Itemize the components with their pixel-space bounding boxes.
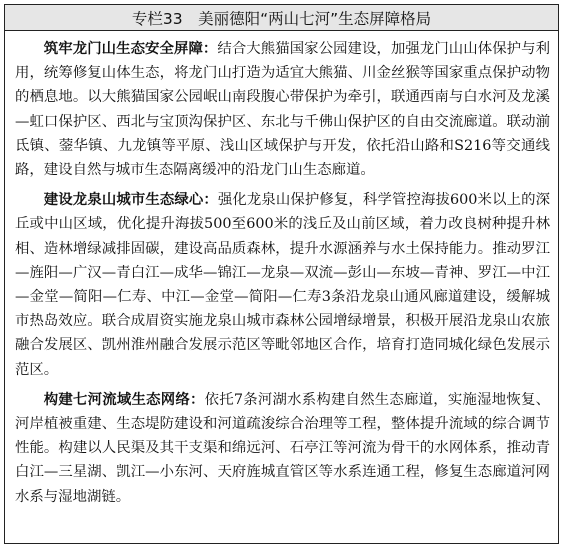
paragraph-body: 结合大熊猫国家公园建设，加强龙门山山体保护与利用，统筹修复山体生态，将龙门山打造为适宜大熊猫、川金丝猴等国家重点保护动物的栖息地。以大熊猫国家公园岷山南段腹心带保护为牵引，联通西南与白水河及龙溪—虹口保护区、西北与宝顶沟保护区、东北与千佛山保护区的自由交流廊道。联动湔氐镇、蓥华镇、九龙镇等平原、浅山区域保护与开发，依托沿山路和S216等交通线路，建设自然与城市生态隔离缓冲的沿龙门山生态廊道。 bbox=[15, 41, 550, 179]
column-box bbox=[4, 4, 559, 544]
paragraph-longmen-mountain bbox=[15, 37, 550, 182]
paragraph-lead: 建设龙泉山城市生态绿心： bbox=[43, 191, 218, 209]
paragraph-body: 强化龙泉山保护修复，科学管控海拔600米以上的深丘或中山区域，优化提升海拔500至600米的浅丘及山前区域，着力改良树种提升林相、造林增绿减排固碳，建设高品质森林，提升水源涵养与水土保持能力。推动罗江—旌阳—广汉—青白江—成华—锦江—龙泉—双流—彭山—东坡—青神、罗江—中江—金堂—简阳—仁寿、中江—金堂—简阳—仁寿3条沿龙泉山通风廊道建设，缓解城市热岛效应。联合成眉资实施龙泉山城市森林公园增绿增景，积极开展沿龙泉山农旅融合发展区、凯州淮州融合发展示范区等毗邻地区合作，培育打造同城化绿色发展示范区。 bbox=[15, 192, 550, 378]
paragraph-longquan-mountain bbox=[15, 188, 550, 382]
paragraph-body: 依托7条河湖水系构建自然生态廊道，实施湿地恢复、河岸植被重建、生态堤防建设和河道疏浚综合治理等工程，整体提升流域的综合调节性能。构建以人民渠及其干支渠和绵远河、石亭江等河流为骨干的水网体系，推动青白江—三星湖、凯江—小东河、天府旌城直管区等水系连通工程，修复生态廊道河网水系与湿地湖链。 bbox=[15, 391, 550, 505]
paragraph-seven-rivers bbox=[15, 388, 550, 509]
column-title: 专栏33 美丽德阳“两山七河”生态屏障格局 bbox=[131, 9, 432, 28]
paragraph-lead: 构建七河流域生态网络： bbox=[43, 390, 205, 408]
column-content bbox=[5, 31, 558, 509]
paragraph-lead: 筑牢龙门山生态安全屏障： bbox=[43, 40, 218, 57]
column-title-bar bbox=[5, 5, 558, 31]
